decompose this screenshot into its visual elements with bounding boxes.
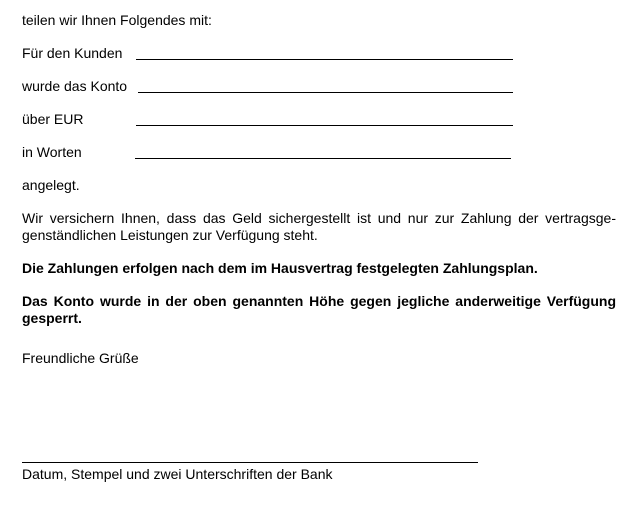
field-row-amount [22,111,616,128]
document-page [22,0,616,521]
field-line-in-words[interactable] [135,158,511,159]
intro-text: teilen wir Ihnen Folgendes mit: [22,12,212,28]
field-line-amount[interactable] [136,125,513,126]
signature-caption: Datum, Stempel und zwei Unterschriften der Bank [22,466,333,482]
closing-text: Freundliche Grüße [22,350,139,366]
payments-text: Die Zahlungen erfolgen nach dem im Hausvertrag festgelegten Zahlungsplan. [22,260,538,276]
assurance-line-2: genständlichen Leistungen zur Verfügung steht. [22,227,318,243]
created-text: angelegt. [22,177,80,193]
field-row-in-words [22,144,616,161]
assurance-line-1: Wir versichern Ihnen, dass das Geld sichergestellt ist und nur zur Zahlung der vertragsge- [22,210,616,226]
field-row-account [22,78,616,95]
field-line-account[interactable] [138,92,513,93]
field-row-customer [22,45,616,62]
field-label-amount: über EUR [22,111,84,127]
field-line-customer[interactable] [136,59,513,60]
field-label-account: wurde das Konto [22,78,128,94]
blocked-line-2: gesperrt. [22,310,82,326]
signature-line [22,462,478,463]
field-label-customer: Für den Kunden [22,45,123,61]
field-label-in-words: in Worten [22,144,82,160]
blocked-line-1: Das Konto wurde in der oben genannten Höhe gegen jegliche anderweitige Verfügung [22,293,616,309]
